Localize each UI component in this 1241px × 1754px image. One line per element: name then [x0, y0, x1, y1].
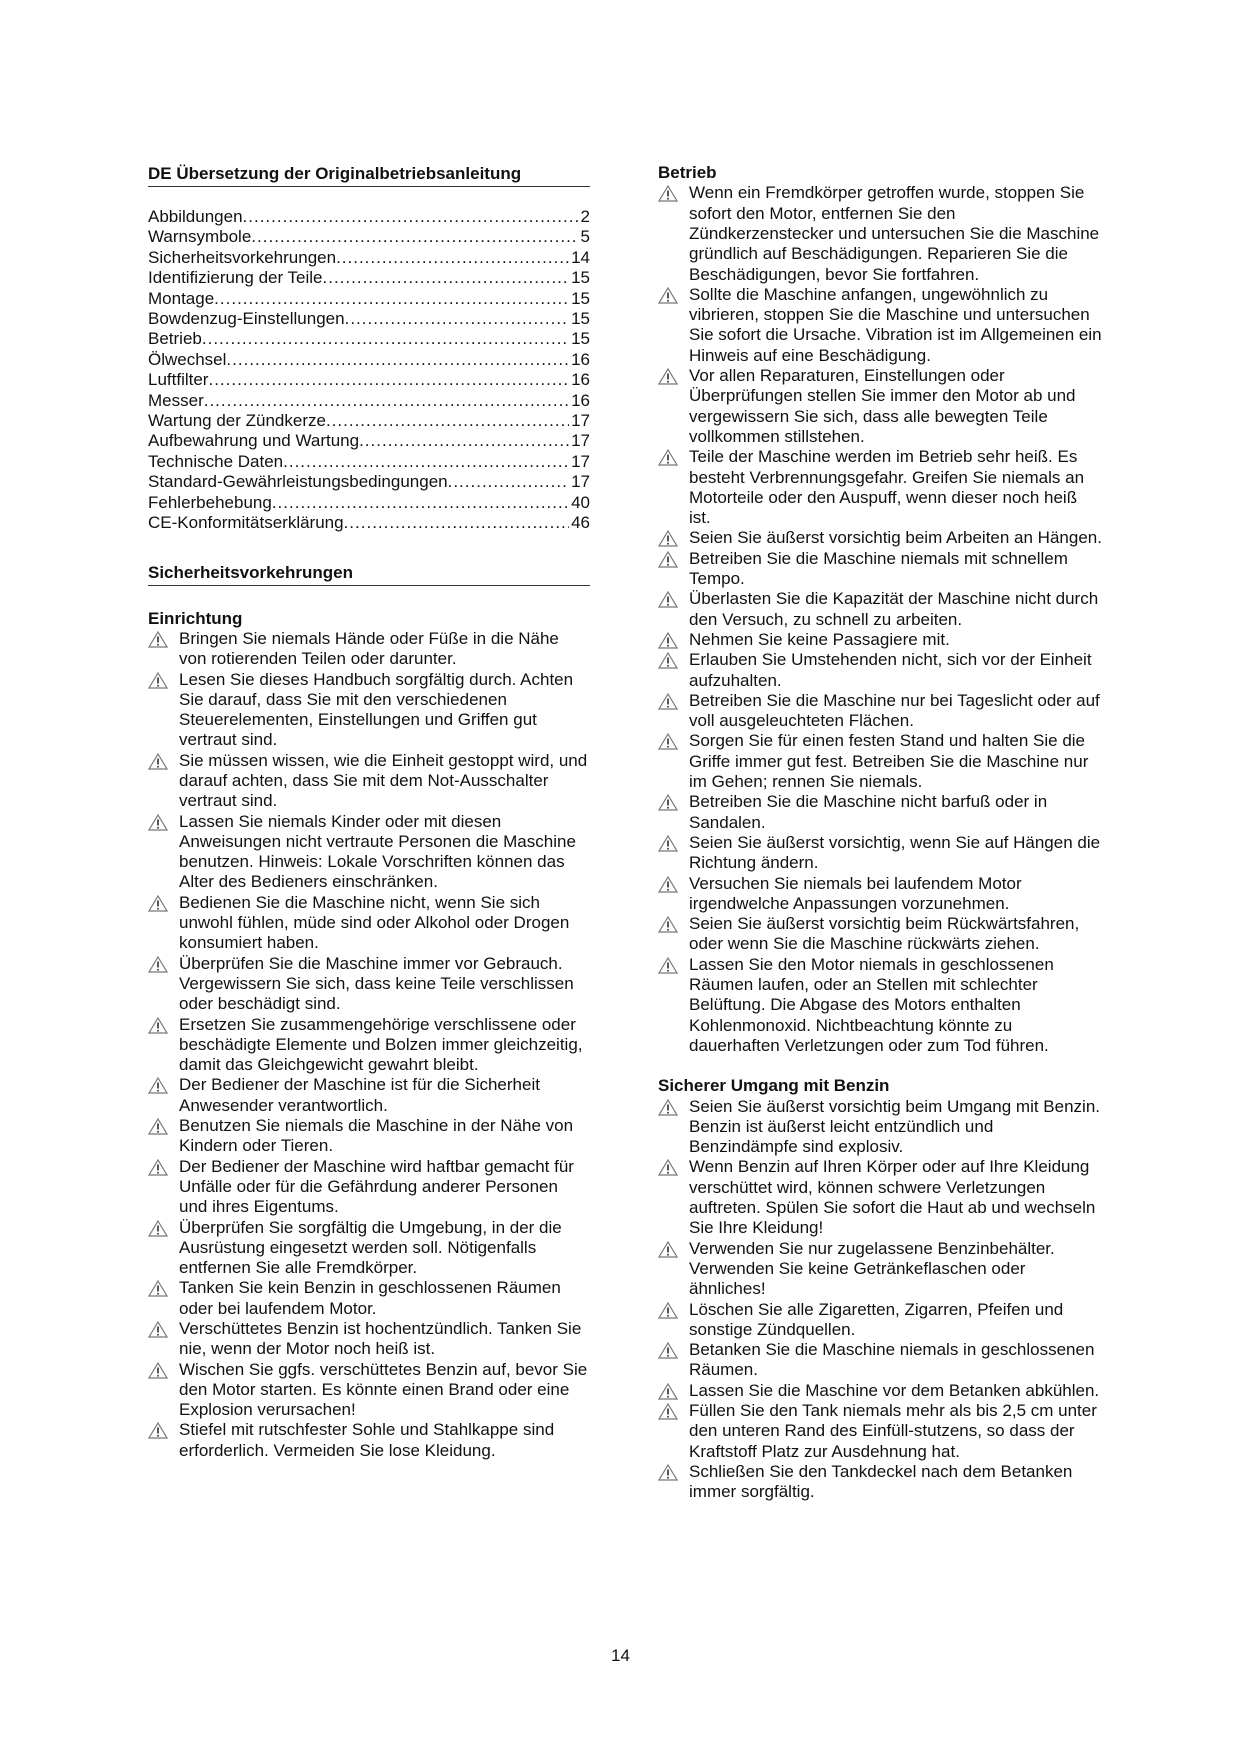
warning-text: Der Bediener der Maschine ist für die Sicherheit Anwesender verantwortlich.	[179, 1075, 540, 1115]
fuel-heading: Sicherer Umgang mit Benzin	[658, 1076, 890, 1096]
warning-triangle-icon	[148, 1422, 168, 1439]
warning-item	[658, 1157, 1103, 1238]
warning-triangle-icon	[658, 1464, 678, 1481]
warning-text: Überprüfen Sie die Maschine immer vor Gebrauch. Vergewissern Sie sich, dass keine Teile verschlissen oder beschädigt sind.	[179, 953, 574, 1014]
table-of-contents	[148, 207, 590, 534]
warning-text: Füllen Sie den Tank niemals mehr als bis 2,5 cm unter den unteren Rand des Einfüll-stutzens, so dass der Kraftstoff Platz zur Ausdehnung hat.	[689, 1401, 1097, 1461]
toc-entry-page: 15	[571, 268, 590, 288]
warning-text: Erlauben Sie Umstehenden nicht, sich vor der Einheit aufzuhalten.	[689, 650, 1092, 690]
toc-entry-page: 17	[571, 472, 590, 492]
warning-triangle-icon	[658, 957, 678, 974]
toc-leader-dots	[326, 411, 569, 431]
operation-list	[658, 183, 1103, 1056]
warning-item	[148, 1157, 590, 1218]
toc-entry-page: 16	[571, 349, 590, 369]
toc-leader-dots	[345, 309, 569, 329]
warning-text: Lesen Sie dieses Handbuch sorgfältig durch. Achten Sie darauf, dass Sie mit den verschiedenen Steuerelementen, Einstellungen und Griffen gut vertraut sind.	[179, 669, 574, 750]
warning-item	[148, 751, 590, 812]
warning-text: Nehmen Sie keine Passagiere mit.	[689, 629, 950, 649]
toc-leader-dots	[251, 227, 578, 247]
warning-triangle-icon	[658, 1241, 678, 1258]
warning-item	[148, 812, 590, 893]
warning-triangle-icon	[658, 916, 678, 933]
toc-entry	[148, 391, 590, 411]
toc-entry-label: Fehlerbehebung	[148, 492, 272, 512]
warning-triangle-icon	[658, 876, 678, 893]
toc-entry-page: 40	[571, 492, 590, 512]
warning-triangle-icon	[658, 551, 678, 568]
warning-text: Wischen Sie ggfs. verschüttetes Benzin auf, bevor Sie den Motor starten. Es könnte einen Brand oder eine Explosion verursachen!	[179, 1359, 588, 1420]
warning-triangle-icon	[658, 733, 678, 750]
toc-title: DE Übersetzung der Originalbetriebsanleitung	[148, 163, 590, 187]
warning-triangle-icon	[658, 693, 678, 710]
toc-entry-label: Sicherheitsvorkehrungen	[148, 247, 337, 267]
toc-leader-dots	[226, 350, 569, 370]
warning-triangle-icon	[148, 672, 168, 689]
toc-entry	[148, 350, 590, 370]
setup-list	[148, 629, 590, 1461]
toc-entry-page: 16	[571, 370, 590, 390]
toc-leader-dots	[272, 493, 569, 513]
toc-entry	[148, 309, 590, 329]
warning-triangle-icon	[148, 1321, 168, 1338]
warning-text: Stiefel mit rutschfester Sohle und Stahlkappe sind erforderlich. Vermeiden Sie lose Kleidung.	[179, 1420, 555, 1460]
toc-entry	[148, 207, 590, 227]
toc-entry	[148, 289, 590, 309]
page-number: 14	[611, 1646, 630, 1665]
warning-triangle-icon	[658, 794, 678, 811]
toc-entry-page: 2	[580, 207, 590, 226]
operation-heading: Betrieb	[658, 163, 717, 182]
warning-item	[658, 731, 1103, 792]
toc-entry-label: Montage	[148, 288, 215, 308]
warning-text: Teile der Maschine werden im Betrieb sehr heiß. Es besteht Verbrennungsgefahr. Greifen Sie niemals an Motorteile oder den Auspuff, wenn dieser noch heiß ist.	[689, 447, 1085, 528]
warning-item	[658, 549, 1103, 590]
toc-entry-label: Ölwechsel	[148, 349, 227, 369]
safety-title: Sicherheitsvorkehrungen	[148, 562, 590, 586]
warning-triangle-icon	[658, 1099, 678, 1116]
warning-text: Verschüttetes Benzin ist hochentzündlich. Tanken Sie nie, wenn der Motor noch heiß ist.	[179, 1319, 582, 1359]
toc-entry-label: Warnsymbole	[148, 227, 252, 247]
warning-item	[658, 630, 1103, 650]
right-column	[658, 163, 1103, 1503]
warning-triangle-icon	[148, 1077, 168, 1094]
warning-triangle-icon	[658, 591, 678, 608]
warning-text: Seien Sie äußerst vorsichtig beim Umgang mit Benzin. Benzin ist äußerst leicht entzündlich und Benzindämpfe sind explosiv.	[689, 1096, 1101, 1157]
warning-triangle-icon	[658, 1159, 678, 1176]
warning-triangle-icon	[658, 449, 678, 466]
warning-text: Lassen Sie niemals Kinder oder mit diesen Anweisungen nicht vertraute Personen die Maschine benutzen. Hinweis: Lokale Vorschriften können das Alter des Bedieners einschränken.	[179, 811, 576, 892]
toc-entry	[148, 431, 590, 451]
warning-triangle-icon	[658, 287, 678, 304]
toc-entry-page: 15	[571, 309, 590, 329]
warning-text: Vor allen Reparaturen, Einstellungen oder Überprüfungen stellen Sie immer den Motor ab und vergewissern Sie sich, dass alle bewegten Teile vollkommen stillstehen.	[689, 366, 1076, 446]
warning-item	[148, 1116, 590, 1157]
toc-entry-label: Betrieb	[148, 329, 202, 349]
toc-entry-label: Luftfilter	[148, 370, 209, 390]
fuel-list	[658, 1097, 1103, 1503]
toc-leader-dots	[214, 289, 569, 309]
toc-entry	[148, 472, 590, 492]
warning-text: Wenn ein Fremdkörper getroffen wurde, stoppen Sie sofort den Motor, entfernen Sie den Zündkerzenstecker und untersuchen Sie die Maschine gründlich auf Beschädigungen. Reparieren Sie die Beschädigungen, bevor Sie fortfahren.	[689, 183, 1100, 284]
toc-leader-dots	[202, 329, 569, 349]
warning-triangle-icon	[658, 652, 678, 669]
warning-item	[658, 955, 1103, 1056]
warning-triangle-icon	[148, 1017, 168, 1034]
warning-text: Bringen Sie niemals Hände oder Füße in die Nähe von rotierenden Teilen oder darunter.	[179, 628, 559, 669]
toc-entry	[148, 452, 590, 472]
warning-item	[658, 589, 1103, 630]
warning-item	[658, 285, 1103, 366]
warning-text: Seien Sie äußerst vorsichtig beim Rückwärtsfahren, oder wenn Sie die Maschine rückwärts ziehen.	[689, 914, 1080, 954]
warning-item	[658, 650, 1103, 691]
toc-entry	[148, 268, 590, 288]
warning-text: Löschen Sie alle Zigaretten, Zigarren, Pfeifen und sonstige Zündquellen.	[689, 1299, 1064, 1339]
toc-leader-dots	[243, 207, 579, 227]
warning-text: Überprüfen Sie sorgfältig die Umgebung, in der die Ausrüstung eingesetzt werden soll. Nötigenfalls entfernen Sie alle Fremdkörper.	[179, 1217, 562, 1278]
toc-leader-dots	[336, 248, 569, 268]
warning-triangle-icon	[658, 530, 678, 547]
warning-text: Sie müssen wissen, wie die Einheit gestoppt wird, und darauf achten, dass Sie mit dem Not-Ausschalter vertraut sind.	[179, 750, 588, 811]
setup-heading: Einrichtung	[148, 608, 243, 628]
warning-triangle-icon	[148, 1280, 168, 1297]
warning-item	[148, 1278, 590, 1319]
warning-item	[148, 1360, 590, 1421]
warning-text: Sorgen Sie für einen festen Stand und halten Sie die Griffe immer gut fest. Betreiben Sie die Maschine nur im Gehen; rennen Sie niemals.	[689, 731, 1089, 792]
warning-triangle-icon	[148, 1159, 168, 1176]
toc-entry-label: Technische Daten	[148, 451, 284, 471]
warning-item	[658, 447, 1103, 528]
warning-text: Lassen Sie die Maschine vor dem Betanken abkühlen.	[689, 1380, 1100, 1400]
warning-text: Überlasten Sie die Kapazität der Maschine nicht durch den Versuch, zu schnell zu arbeiten.	[689, 589, 1099, 629]
toc-entry	[148, 370, 590, 390]
toc-entry-page: 5	[580, 227, 590, 247]
toc-entry-page: 16	[571, 390, 590, 410]
warning-triangle-icon	[148, 814, 168, 831]
warning-item	[658, 1097, 1103, 1158]
warning-item	[658, 1300, 1103, 1341]
warning-item	[148, 629, 590, 670]
warning-item	[658, 874, 1103, 915]
warning-triangle-icon	[148, 895, 168, 912]
warning-item	[658, 1462, 1103, 1503]
warning-text: Betreiben Sie die Maschine nur bei Tageslicht oder auf voll ausgeleuchteten Flächen.	[689, 690, 1100, 731]
toc-entry-page: 17	[571, 411, 590, 431]
warning-text: Betreiben Sie die Maschine nicht barfuß oder in Sandalen.	[689, 792, 1048, 832]
warning-triangle-icon	[148, 1220, 168, 1237]
warning-triangle-icon	[148, 1118, 168, 1135]
warning-item	[148, 1420, 590, 1461]
warning-text: Schließen Sie den Tankdeckel nach dem Betanken immer sorgfältig.	[689, 1461, 1073, 1502]
warning-item	[148, 1015, 590, 1076]
warning-text: Seien Sie äußerst vorsichtig, wenn Sie auf Hängen die Richtung ändern.	[689, 832, 1101, 873]
toc-entry-label: Identifizierung der Teile	[148, 268, 323, 288]
toc-leader-dots	[323, 268, 570, 288]
warning-triangle-icon	[658, 1403, 678, 1420]
toc-entry	[148, 411, 590, 431]
toc-entry	[148, 248, 590, 268]
warning-item	[658, 1239, 1103, 1300]
toc-leader-dots	[359, 431, 569, 451]
warning-item	[148, 1218, 590, 1279]
toc-entry-label: CE-Konformitätserklärung	[148, 513, 344, 533]
toc-entry-page: 15	[571, 329, 590, 349]
toc-entry-label: Standard-Gewährleistungsbedingungen	[148, 472, 448, 492]
warning-item	[148, 893, 590, 954]
warning-text: Lassen Sie den Motor niemals in geschlossenen Räumen laufen, oder an Stellen mit schlechter Belüftung. Die Abgase des Motors enthalten Kohlenmonoxid. Nichtbeachtung könnte zu dauerhaften Verletzungen oder zum Tod führen.	[689, 954, 1054, 1055]
toc-entry-page: 15	[571, 288, 590, 308]
toc-entry	[148, 329, 590, 349]
warning-triangle-icon	[148, 956, 168, 973]
warning-item	[658, 833, 1103, 874]
toc-leader-dots	[448, 472, 569, 492]
warning-text: Der Bediener der Maschine wird haftbar gemacht für Unfälle oder für die Gefährdung anderer Personen und ihres Eigentums.	[179, 1156, 574, 1217]
toc-leader-dots	[344, 513, 570, 533]
warning-triangle-icon	[658, 1342, 678, 1359]
warning-item	[658, 1381, 1103, 1401]
warning-item	[658, 792, 1103, 833]
warning-text: Verwenden Sie nur zugelassene Benzinbehälter. Verwenden Sie keine Getränkeflaschen oder ähnliches!	[689, 1238, 1055, 1299]
left-column	[148, 163, 590, 1461]
warning-text: Seien Sie äußerst vorsichtig beim Arbeiten an Hängen.	[689, 528, 1102, 548]
warning-text: Betanken Sie die Maschine niemals in geschlossenen Räumen.	[689, 1340, 1095, 1380]
warning-triangle-icon	[658, 368, 678, 385]
warning-item	[148, 1075, 590, 1116]
warning-item	[658, 366, 1103, 447]
warning-triangle-icon	[148, 753, 168, 770]
toc-leader-dots	[208, 370, 569, 390]
warning-text: Tanken Sie kein Benzin in geschlossenen Räumen oder bei laufendem Motor.	[179, 1278, 561, 1318]
warning-triangle-icon	[658, 1302, 678, 1319]
toc-entry-page: 17	[571, 451, 590, 471]
warning-item	[658, 691, 1103, 732]
warning-text: Bedienen Sie die Maschine nicht, wenn Sie sich unwohl fühlen, müde sind oder Alkohol oder Drogen konsumiert haben.	[179, 892, 570, 953]
warning-item	[148, 1319, 590, 1360]
toc-entry-page: 14	[571, 247, 590, 267]
toc-entry-label: Abbildungen	[148, 207, 243, 226]
toc-entry	[148, 493, 590, 513]
warning-item	[658, 528, 1103, 548]
warning-item	[658, 183, 1103, 284]
warning-triangle-icon	[658, 1383, 678, 1400]
toc-leader-dots	[204, 391, 569, 411]
warning-triangle-icon	[148, 631, 168, 648]
warning-triangle-icon	[658, 632, 678, 649]
warning-text: Ersetzen Sie zusammengehörige verschlissene oder beschädigte Elemente und Bolzen immer gleichzeitig, damit das Gleichgewicht gewahrt bleibt.	[179, 1014, 583, 1075]
toc-entry	[148, 227, 590, 247]
toc-entry-page: 17	[571, 431, 590, 451]
toc-entry-label: Bowdenzug-Einstellungen	[148, 309, 345, 329]
warning-triangle-icon	[658, 835, 678, 852]
warning-item	[148, 954, 590, 1015]
warning-text: Versuchen Sie niemals bei laufendem Motor irgendwelche Anpassungen vorzunehmen.	[689, 873, 1022, 913]
warning-text: Betreiben Sie die Maschine niemals mit schnellem Tempo.	[689, 548, 1068, 589]
warning-item	[658, 914, 1103, 955]
warning-item	[148, 670, 590, 751]
warning-triangle-icon	[148, 1362, 168, 1379]
toc-entry-label: Aufbewahrung und Wartung	[148, 431, 360, 451]
toc-entry-label: Messer	[148, 390, 204, 410]
toc-entry-page: 46	[571, 513, 590, 533]
warning-text: Sollte die Maschine anfangen, ungewöhnlich zu vibrieren, stoppen Sie die Maschine und untersuchen Sie sofort die Ursache. Vibration ist im Allgemeinen ein Hinweis auf eine Beschädigung.	[689, 284, 1102, 365]
warning-triangle-icon	[658, 185, 678, 202]
warning-text: Wenn Benzin auf Ihren Körper oder auf Ihre Kleidung verschüttet wird, können schwere Verletzungen auftreten. Spülen Sie sofort die Haut ab und wechseln Sie Ihre Kleidung!	[689, 1157, 1096, 1238]
toc-leader-dots	[283, 452, 569, 472]
toc-entry	[148, 513, 590, 533]
toc-entry-label: Wartung der Zündkerze	[148, 411, 326, 431]
warning-text: Benutzen Sie niemals die Maschine in der Nähe von Kindern oder Tieren.	[179, 1116, 574, 1156]
warning-item	[658, 1401, 1103, 1462]
warning-item	[658, 1340, 1103, 1381]
